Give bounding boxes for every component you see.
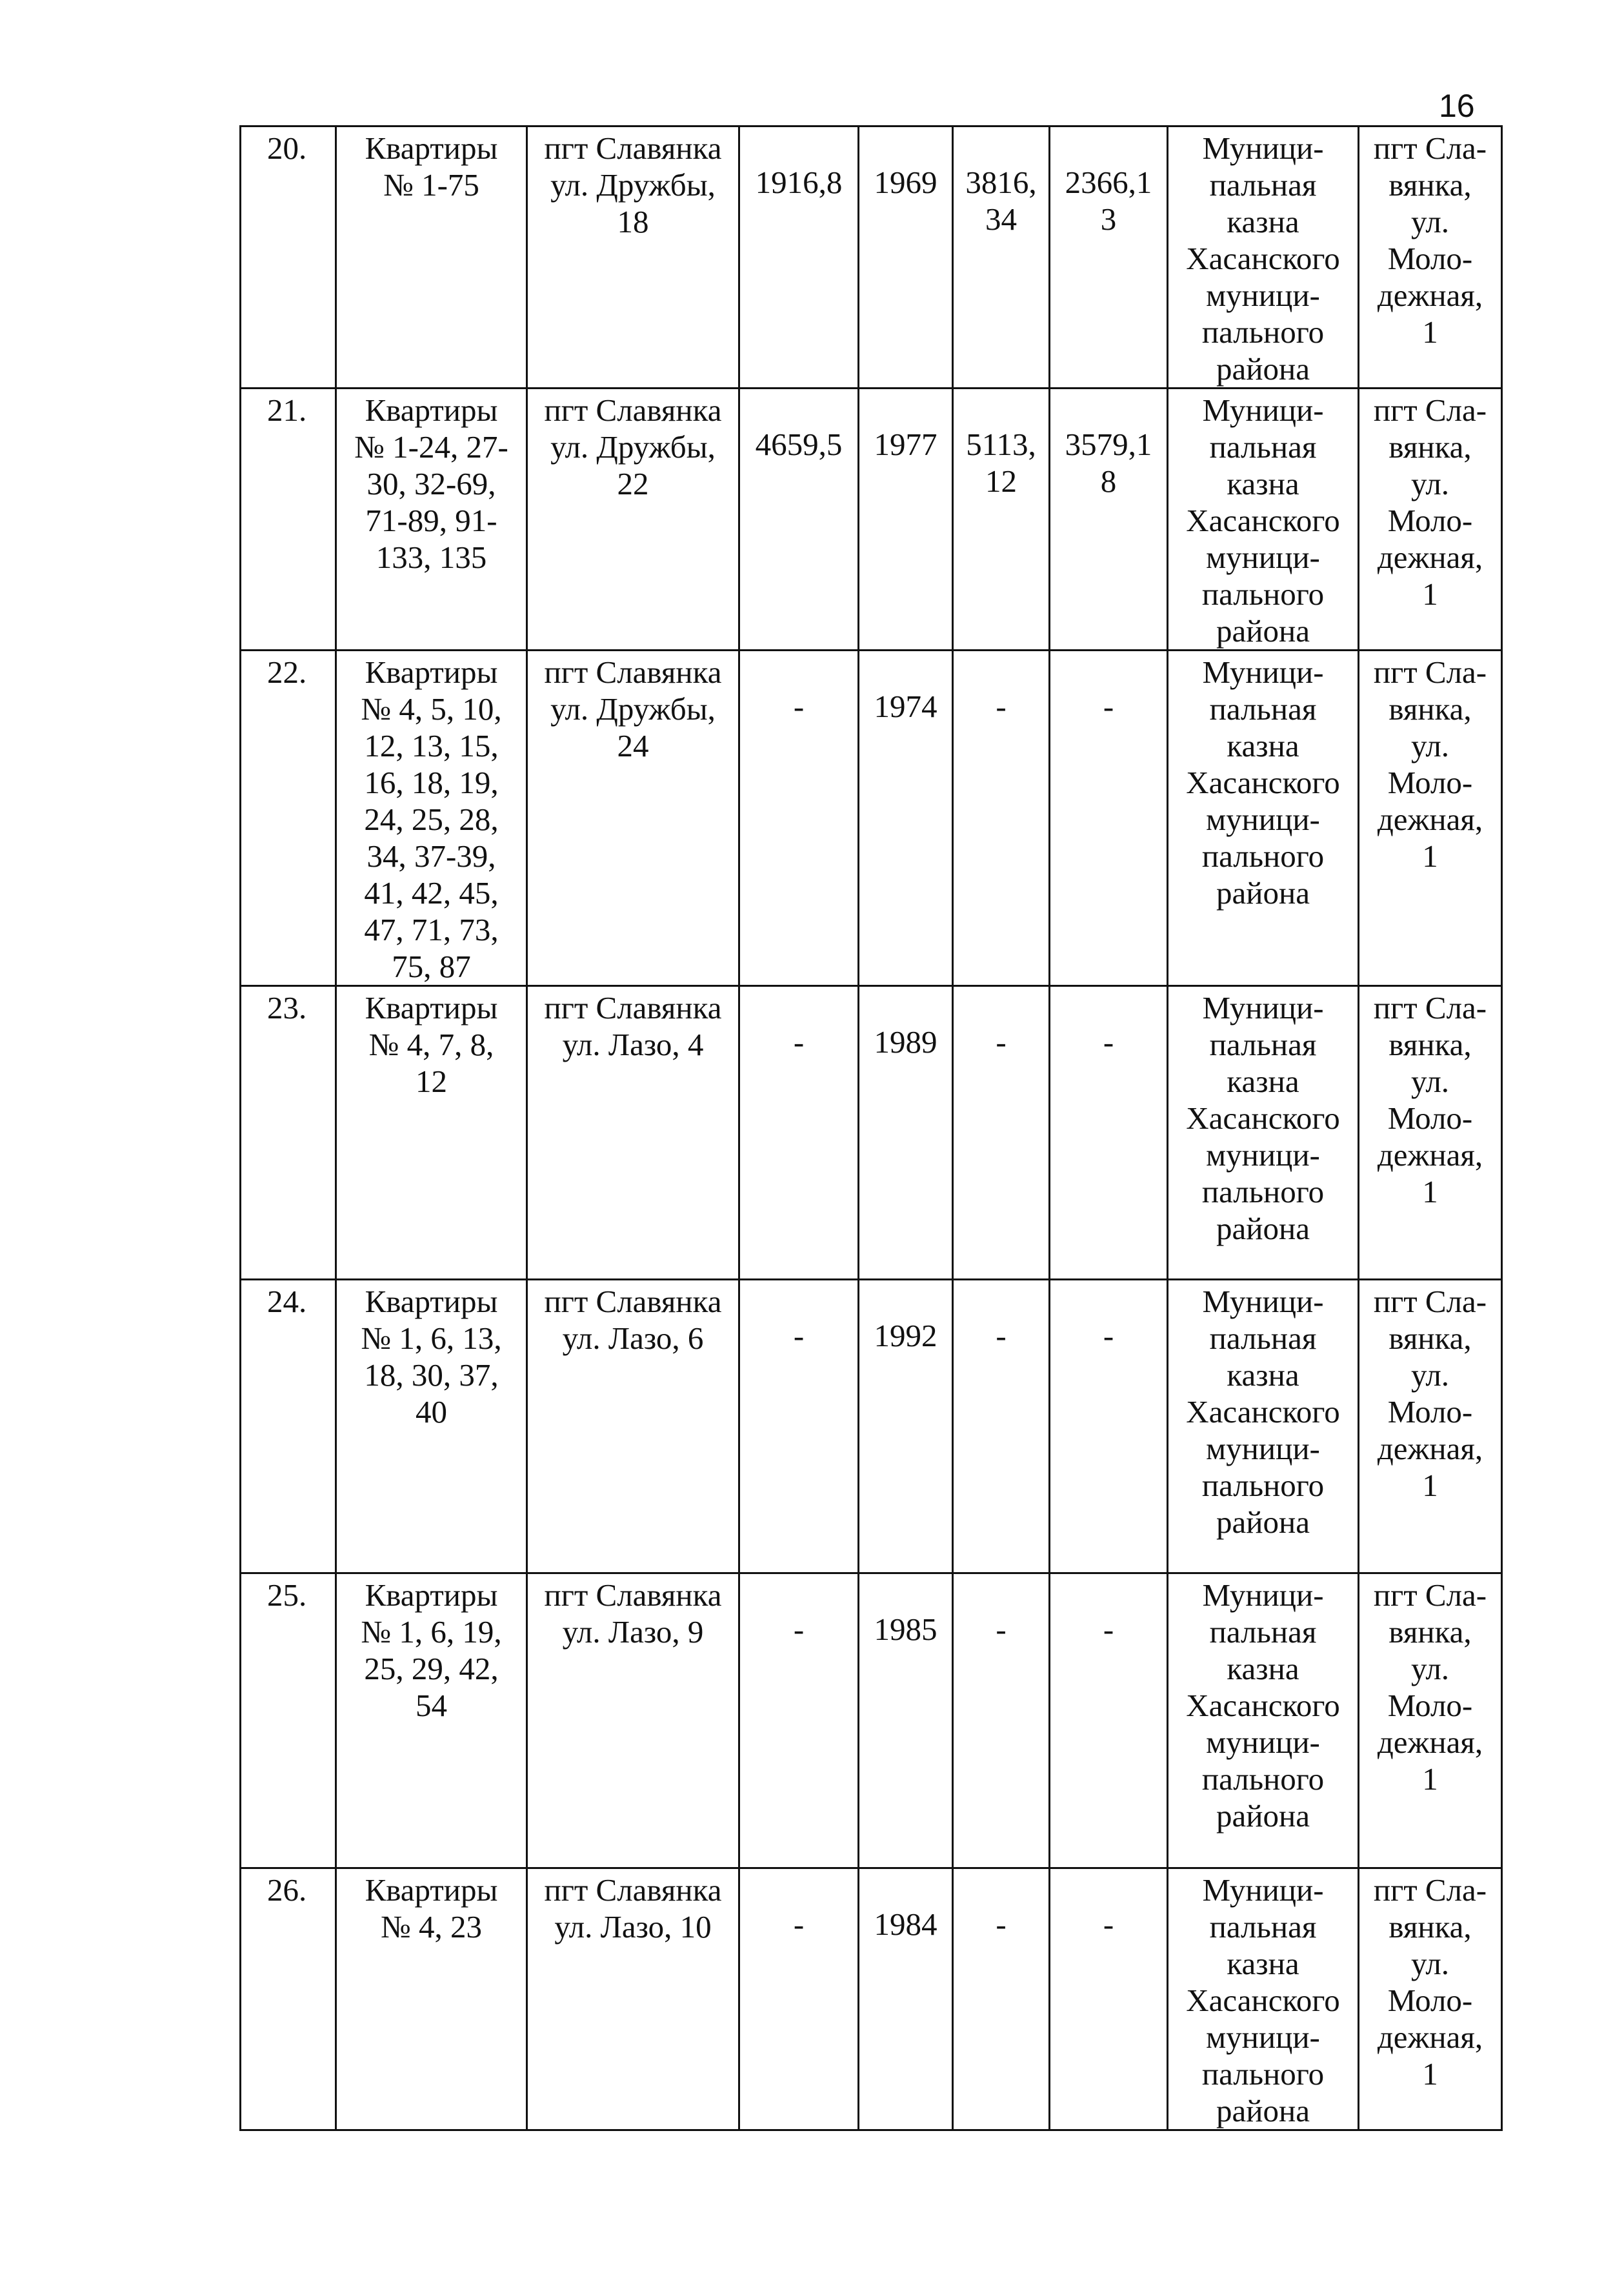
value-cell: - bbox=[953, 1868, 1050, 2130]
year-cell: 1974 bbox=[859, 651, 953, 986]
year-cell: 1977 bbox=[859, 389, 953, 651]
value-cell: - bbox=[953, 1280, 1050, 1573]
value-cell: 5113, 12 bbox=[953, 389, 1050, 651]
owner-cell: Муници- пальная казна Хасанского муници- пального района bbox=[1168, 651, 1359, 986]
owner-address-cell: пгт Сла- вянка, ул. Моло- дежная, 1 bbox=[1359, 1868, 1502, 2130]
area-cell: - bbox=[739, 1280, 859, 1573]
owner-address-cell: пгт Сла- вянка, ул. Моло- дежная, 1 bbox=[1359, 1280, 1502, 1573]
row-number: 24. bbox=[241, 1280, 336, 1573]
year-cell: 1992 bbox=[859, 1280, 953, 1573]
area-cell: 1916,8 bbox=[739, 126, 859, 389]
address-cell: пгт Славянка ул. Дружбы, 22 bbox=[527, 389, 739, 651]
row-number: 22. bbox=[241, 651, 336, 986]
value-cell: - bbox=[1050, 1280, 1168, 1573]
address-cell: пгт Славянка ул. Лазо, 10 bbox=[527, 1868, 739, 2130]
value-cell: - bbox=[1050, 986, 1168, 1280]
row-number: 26. bbox=[241, 1868, 336, 2130]
owner-cell: Муници- пальная казна Хасанского муници- пального района bbox=[1168, 1868, 1359, 2130]
value-cell: 3816, 34 bbox=[953, 126, 1050, 389]
apartments-cell: Квартиры № 1-24, 27- 30, 32-69, 71-89, 91- 133, 135 bbox=[336, 389, 527, 651]
owner-address-cell: пгт Сла- вянка, ул. Моло- дежная, 1 bbox=[1359, 651, 1502, 986]
apartments-cell: Квартиры № 1, 6, 19, 25, 29, 42, 54 bbox=[336, 1573, 527, 1868]
table-row bbox=[241, 389, 1502, 651]
area-cell: - bbox=[739, 1573, 859, 1868]
value-cell: - bbox=[1050, 1868, 1168, 2130]
value-cell: - bbox=[1050, 651, 1168, 986]
owner-cell: Муници- пальная казна Хасанского муници- пального района bbox=[1168, 986, 1359, 1280]
owner-cell: Муници- пальная казна Хасанского муници- пального района bbox=[1168, 126, 1359, 389]
value-cell: 2366,1 3 bbox=[1050, 126, 1168, 389]
value-cell: - bbox=[953, 651, 1050, 986]
area-cell: 4659,5 bbox=[739, 389, 859, 651]
owner-address-cell: пгт Сла- вянка, ул. Моло- дежная, 1 bbox=[1359, 126, 1502, 389]
value-cell: 3579,1 8 bbox=[1050, 389, 1168, 651]
value-cell: - bbox=[953, 1573, 1050, 1868]
address-cell: пгт Славянка ул. Дружбы, 18 bbox=[527, 126, 739, 389]
property-table bbox=[239, 125, 1503, 2131]
apartments-cell: Квартиры № 4, 23 bbox=[336, 1868, 527, 2130]
owner-cell: Муници- пальная казна Хасанского муници- пального района bbox=[1168, 1280, 1359, 1573]
table-row bbox=[241, 986, 1502, 1280]
year-cell: 1984 bbox=[859, 1868, 953, 2130]
owner-address-cell: пгт Сла- вянка, ул. Моло- дежная, 1 bbox=[1359, 986, 1502, 1280]
area-cell: - bbox=[739, 986, 859, 1280]
address-cell: пгт Славянка ул. Лазо, 9 bbox=[527, 1573, 739, 1868]
apartments-cell: Квартиры № 4, 7, 8, 12 bbox=[336, 986, 527, 1280]
table-row bbox=[241, 651, 1502, 986]
apartments-cell: Квартиры № 1-75 bbox=[336, 126, 527, 389]
year-cell: 1969 bbox=[859, 126, 953, 389]
value-cell: - bbox=[1050, 1573, 1168, 1868]
table-row bbox=[241, 1868, 1502, 2130]
apartments-cell: Квартиры № 4, 5, 10, 12, 13, 15, 16, 18, 19, 24, 25, 28, 34, 37-39, 41, 42, 45, 47, 71, 73, 75, 87 bbox=[336, 651, 527, 986]
row-number: 20. bbox=[241, 126, 336, 389]
owner-address-cell: пгт Сла- вянка, ул. Моло- дежная, 1 bbox=[1359, 1573, 1502, 1868]
owner-address-cell: пгт Сла- вянка, ул. Моло- дежная, 1 bbox=[1359, 389, 1502, 651]
owner-cell: Муници- пальная казна Хасанского муници- пального района bbox=[1168, 1573, 1359, 1868]
owner-cell: Муници- пальная казна Хасанского муници- пального района bbox=[1168, 389, 1359, 651]
address-cell: пгт Славянка ул. Лазо, 4 bbox=[527, 986, 739, 1280]
year-cell: 1985 bbox=[859, 1573, 953, 1868]
row-number: 21. bbox=[241, 389, 336, 651]
table-row bbox=[241, 126, 1502, 389]
row-number: 25. bbox=[241, 1573, 336, 1868]
row-number: 23. bbox=[241, 986, 336, 1280]
area-cell: - bbox=[739, 651, 859, 986]
year-cell: 1989 bbox=[859, 986, 953, 1280]
apartments-cell: Квартиры № 1, 6, 13, 18, 30, 37, 40 bbox=[336, 1280, 527, 1573]
address-cell: пгт Славянка ул. Лазо, 6 bbox=[527, 1280, 739, 1573]
value-cell: - bbox=[953, 986, 1050, 1280]
address-cell: пгт Славянка ул. Дружбы, 24 bbox=[527, 651, 739, 986]
table-row bbox=[241, 1280, 1502, 1573]
table-row bbox=[241, 1573, 1502, 1868]
page-number: 16 bbox=[1439, 88, 1475, 124]
area-cell: - bbox=[739, 1868, 859, 2130]
